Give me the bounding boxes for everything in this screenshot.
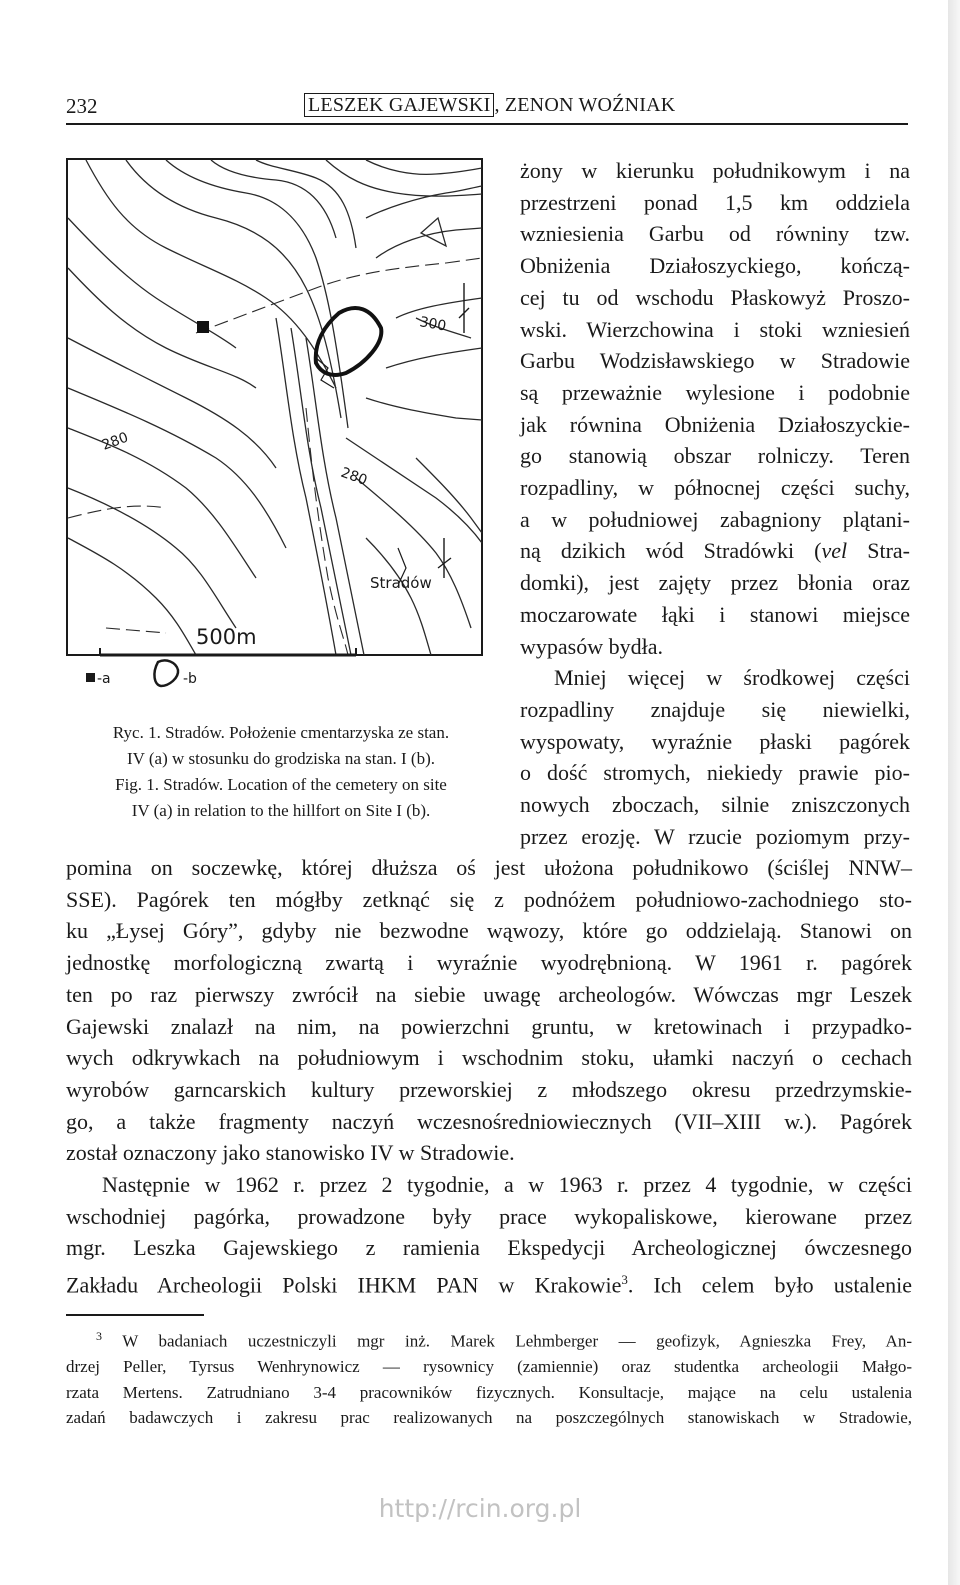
text-line: go stanowią obszar rolniczy. Teren — [520, 443, 910, 469]
text-line: moczarowate łąki i stanowi miejsce — [520, 601, 910, 627]
text-line: mgr. Leszka Gajewskiego z ramienia Ekspedycji Archeologicznej ówczesnego — [66, 1235, 912, 1261]
text-line: a w południowej zabagniony plątani- — [520, 506, 910, 532]
scale-label: 500m — [196, 625, 257, 649]
text-line: Gajewski znalazł na nim, na powierzchni gruntu, w kretowinach i przypadko- — [66, 1013, 912, 1039]
text-line: rozpadliny znajduje się niewielki, — [520, 696, 910, 722]
author-boxed: LESZEK GAJEWSKI — [304, 93, 494, 117]
text-line: wych odkrywkach na południowym i wschodnim stoku, ułamki naczyń o cechach — [66, 1045, 912, 1071]
authors — [304, 94, 675, 117]
running-head — [66, 92, 908, 122]
footnote-number: 3 — [96, 1329, 102, 1343]
legend-b-symbol — [154, 660, 178, 686]
text-line: o dość stromych, niekiedy prawie pio- — [520, 760, 910, 786]
caption-line: IV (a) w stosunku do grodziska na stan. I (b). — [127, 749, 435, 768]
full-width-text — [66, 852, 912, 1301]
text-line: Następnie w 1962 r. przez 2 tygodnie, a w 1963 r. przez 4 tygodnie, w części — [102, 1172, 912, 1198]
legend-a-label: -a — [97, 671, 111, 687]
caption-line: Fig. 1. Stradów. Location of the cemetery on site — [115, 775, 447, 794]
page-edge — [948, 0, 960, 1585]
watermark-url: http://rcin.org.pl — [378, 1494, 582, 1523]
text-line: rozpadliny, w północnej części suchy, — [520, 475, 910, 501]
figure-map — [66, 158, 490, 696]
text-line: ten po raz pierwszy zwrócił na siebie uwagę archeologów. Wówczas mgr Leszek — [66, 981, 912, 1007]
caption-line: Ryc. 1. Stradów. Położenie cmentarzyska ze stan. — [112, 723, 450, 742]
text-line: jak równina Obniżenia Działoszyckie- — [520, 411, 910, 437]
text-line: Garbu Wodzisławskiego w Stradowie — [520, 348, 910, 374]
footnote-line: rzata Mertens. Zatrudniano 3-4 pracowników fizycznych. Konsultacje, mające na celu ustalenia — [66, 1382, 912, 1402]
text-line: są przeważnie wylesione i podobnie — [520, 379, 910, 405]
text-line: wski. Wierzchowina i stoki wzniesień — [520, 316, 910, 342]
footnote — [66, 1324, 912, 1431]
text-line: został oznaczony jako stanowisko IV w Stradowie. — [66, 1140, 515, 1166]
text-line: przez erozję. W rzucie poziomym przy- — [520, 823, 910, 849]
text-line: pomina on soczewkę, której dłuższa oś jest ułożona południkowo (ściślej NNW– — [66, 855, 912, 880]
text-line: wypasów bydła. — [520, 633, 663, 659]
footnote-rule — [66, 1314, 204, 1316]
text-line: wyspowaty, wyraźnie płaski pagórek — [520, 728, 910, 754]
legend-b-label: -b — [183, 671, 197, 687]
place-label-stradow: Stradów — [370, 574, 432, 592]
right-column-text — [520, 155, 910, 852]
vel-word: vel — [821, 538, 848, 564]
page-number: 232 — [66, 94, 98, 118]
caption-line: IV (a) in relation to the hillfort on Site I (b). — [131, 801, 431, 820]
footnote-ref[interactable]: 3 — [621, 1272, 628, 1288]
text-line: cej tu od wschodu Płaskowyż Proszo- — [520, 284, 910, 310]
text-line: żony w kierunku południkowym i na — [520, 158, 910, 183]
text-line: Mniej więcej w środkowej części — [554, 665, 910, 691]
contour-label-280-west: 280 — [99, 429, 131, 454]
contour-label-300: 300 — [418, 314, 448, 335]
topographic-map — [66, 158, 490, 696]
text-line: przestrzeni ponad 1,5 km oddziela — [520, 189, 910, 215]
text-line: jednostkę morfologiczną zwartą i wyraźnie wyodrębnioną. W 1961 r. pagórek — [66, 950, 912, 976]
text-line: ku „Łysej Góry”, gdyby nie bezwodne wąwozy, które go oddzielają. Stanowi on — [66, 918, 912, 944]
cemetery-square — [197, 321, 209, 333]
text-line: Obniżenia Działoszyckiego, kończą- — [520, 253, 910, 279]
legend-a-symbol — [86, 673, 95, 682]
footnote-line: $^3$ W badaniach uczestniczyli mgr inż. Marek Lehmberger — geofizyk, Agnieszka Frey, An- — [96, 1329, 912, 1351]
contour-label-280-east: 280 — [338, 464, 370, 489]
header-rule — [66, 123, 908, 125]
text-line: SSE). Pagórek ten mógłby zetknąć się z podnóżem południowo-zachodniego sto- — [66, 886, 912, 912]
text-line: domki), jest zajęty przez błonia oraz — [520, 570, 910, 596]
text-line: wzniesienia Garbu od równiny tzw. — [520, 221, 910, 247]
text-line-footnote-ref: Zakładu Archeologii Polski IHKM PAN w Krakowie$^3$. Ich celem było ustalenie — [66, 1272, 912, 1298]
text-line: nowych zboczach, silnie zniszczonych — [520, 792, 910, 818]
author-rest: , ZENON WOŹNIAK — [494, 94, 676, 116]
text-line: wyrobów garncarskich kultury przeworskiej z młodszego okresu przedrzymskie- — [66, 1076, 912, 1102]
footnote-line: drzej Peller, Tyrsus Wenhrynowicz — rysownicy (zamiennie) oraz studentka archeologii Małgo- — [66, 1357, 912, 1377]
figure-caption — [66, 720, 496, 824]
text-line: go, a także fragmenty naczyń wczesnośredniowiecznych (VII–XIII w.). Pagórek — [66, 1108, 912, 1134]
footnote-line: zadań badawczych i zakresu prac realizowanych na poszczególnych stanowiskach w Stradowie, — [66, 1408, 912, 1428]
text-line-vel: ną dzikich wód Stradówki (vel Stra- — [520, 538, 911, 564]
text-line: wschodniej pagórka, prowadzone były prace wykopaliskowe, kierowane przez — [66, 1203, 912, 1229]
